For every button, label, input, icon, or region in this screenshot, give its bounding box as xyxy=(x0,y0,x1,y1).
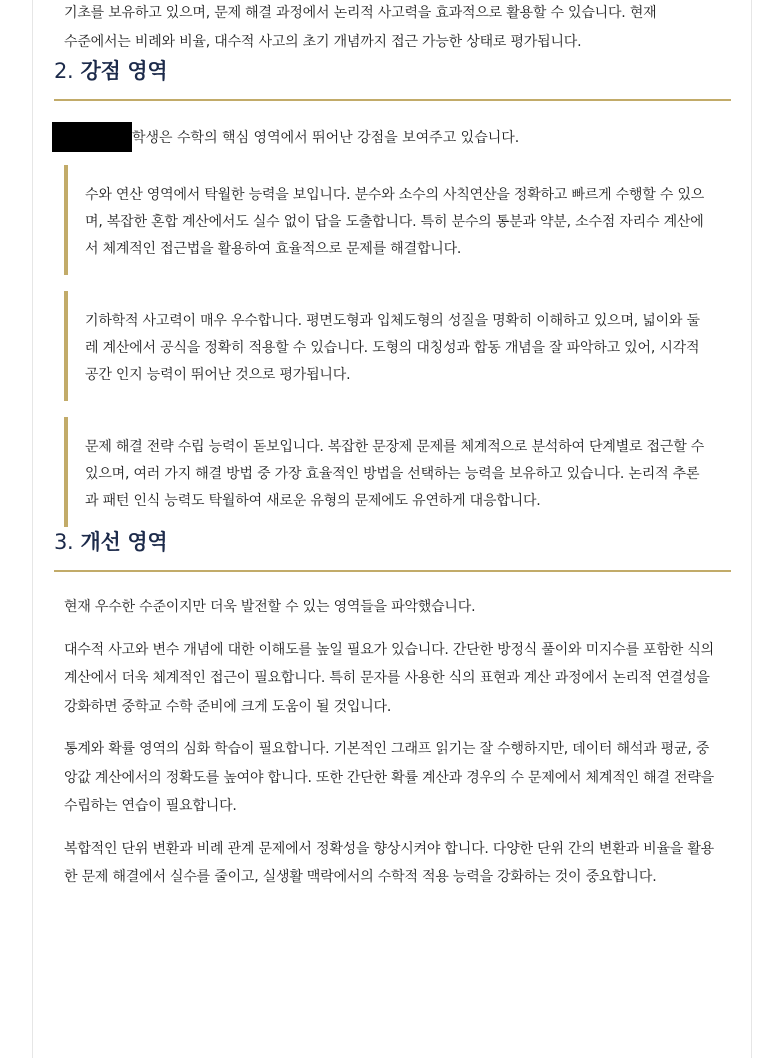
strength-callout-2 xyxy=(64,291,731,401)
improvement-heading xyxy=(54,527,731,572)
intro-paragraph xyxy=(54,0,731,56)
strengths-lead-text: 학생은 수학의 핵심 영역에서 뛰어난 강점을 보여주고 있습니다. xyxy=(132,130,520,146)
improvement-paragraph-1: 대수적 사고와 변수 개념에 대한 이해도를 높일 필요가 있습니다. 간단한 방정식 풀이와 미지수를 포함한 식의 계산에서 더욱 체계적인 접근이 필요합니다. 특히 문자를 사용한 식의 표현과 계산 과정에서 논리적 연결성을 강화하면 중학교 수학 준비에 크게 도움이 될 것입니다. xyxy=(64,641,715,715)
improvement-body xyxy=(54,593,731,892)
redacted-student-name xyxy=(52,122,132,152)
intro-line-1: 기초를 보유하고 있으며, 문제 해결 과정에서 논리적 사고력을 효과적으로 활용할 수 있습니다. 현재 xyxy=(64,5,657,21)
improvement-number: 3. xyxy=(54,530,74,554)
improvement-paragraph-3: 복합적인 단위 변환과 비례 관계 문제에서 정확성을 향상시켜야 합니다. 다양한 단위 간의 변환과 비율을 활용한 문제 해결에서 실수를 줄이고, 실생활 맥락에서의 수학적 적용 능력을 강화하는 것이 중요합니다. xyxy=(64,840,715,885)
improvement-title: 개선 영역 xyxy=(80,530,168,554)
strength-text-2: 기하학적 사고력이 매우 우수합니다. 평면도형과 입체도형의 성질을 명확히 이해하고 있으며, 넓이와 둘레 계산에서 공식을 정확히 적용할 수 있습니다. 도형의 대칭성과 합동 개념을 잘 파악하고 있어, 시각적 공간 인지 능력이 뛰어난 것으로 평가됩니다. xyxy=(85,313,700,383)
strengths-title: 강점 영역 xyxy=(80,59,168,83)
report-content xyxy=(54,0,731,906)
strengths-number: 2. xyxy=(54,59,74,83)
strength-text-3: 문제 해결 전략 수립 능력이 돋보입니다. 복잡한 문장제 문제를 체계적으로 분석하여 단계별로 접근할 수 있으며, 여러 가지 해결 방법 중 가장 효율적인 방법을 선택하는 능력을 보유하고 있습니다. 논리적 추론과 패턴 인식 능력도 탁월하여 새로운 유형의 문제에도 유연하게 대응합니다. xyxy=(85,439,705,509)
intro-line-2: 수준에서는 비례와 비율, 대수적 사고의 초기 개념까지 접근 가능한 상태로 평가됩니다. xyxy=(64,33,582,50)
strengths-lead xyxy=(54,123,731,153)
strength-callout-3 xyxy=(64,417,731,527)
strength-callout-1 xyxy=(64,165,731,275)
strengths-heading xyxy=(54,56,731,101)
improvement-lead: 현재 우수한 수준이지만 더욱 발전할 수 있는 영역들을 파악했습니다. xyxy=(64,599,476,615)
report-page xyxy=(32,0,752,1058)
strength-text-1: 수와 연산 영역에서 탁월한 능력을 보입니다. 분수와 소수의 사칙연산을 정확하고 빠르게 수행할 수 있으며, 복잡한 혼합 계산에서도 실수 없이 답을 도출합니다. 특히 분수의 통분과 약분, 소수점 자리수 계산에서 체계적인 접근법을 활용하여 효율적으로 문제를 해결합니다. xyxy=(85,187,705,257)
improvement-paragraph-2: 통계와 확률 영역의 심화 학습이 필요합니다. 기본적인 그래프 읽기는 잘 수행하지만, 데이터 해석과 평균, 중앙값 계산에서의 정확도를 높여야 합니다. 또한 간단한 확률 계산과 경우의 수 문제에서 체계적인 해결 전략을 수립하는 연습이 필요합니다. xyxy=(64,741,715,814)
